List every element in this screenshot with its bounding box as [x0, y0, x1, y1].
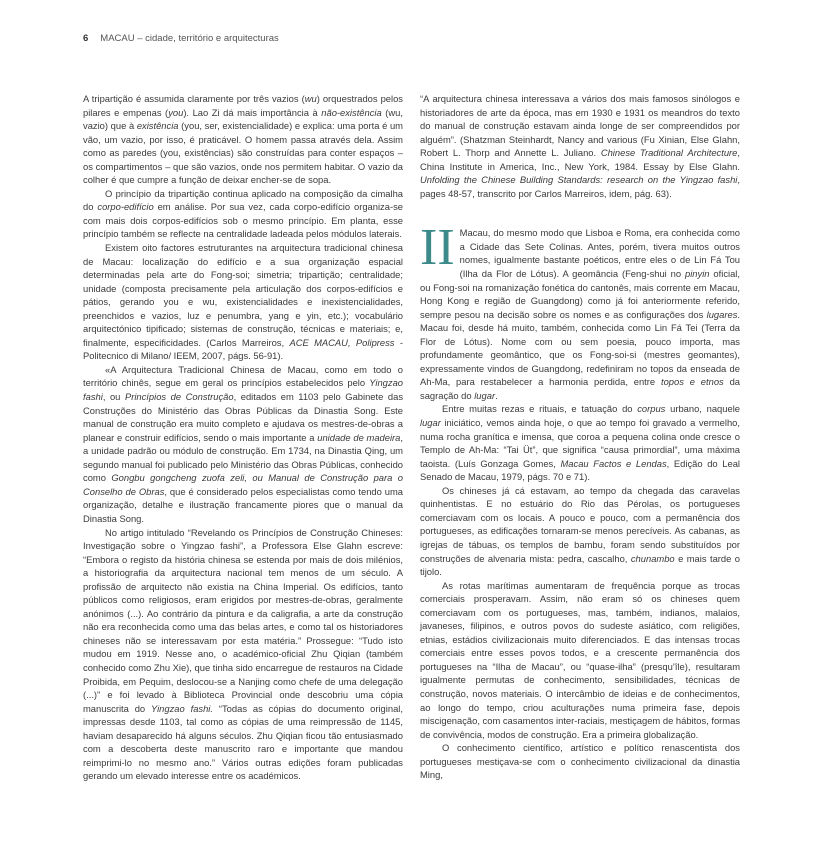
- paragraph: O princípio da tripartição continua aplicado na composição da cimalha do corpo-edifício em análise. Por sua vez, cada corpo-edifício organiza-se com mais dois corpos-edifícios sob o mesmo princípio. Em planta, esse princípio também se reflecte na centralidade ladeada pelos módulos laterais.: [83, 187, 403, 240]
- paragraph: Os chineses já cá estavam, ao tempo da chegada das caravelas quinhentistas. E no estuário do Rio das Pérolas, os portugueses comerciavam com os locais. A pouco e pouco, com a permanência dos portugueses, as edificações tornaram-se menos perecíveis. As cabanas, as igrejas de tábuas, os templos de bambu, foram sendo substituídos por construções de alvenaria mista: pedra, cascalho, chunambo e mais tarde o tijolo.: [420, 484, 740, 578]
- paragraph: O conhecimento científico, artístico e político renascentista dos portugueses mestiçava-se com o conhecimento civilizacional da dinastia Ming,: [420, 742, 740, 781]
- running-header: [83, 33, 279, 44]
- right-column: [420, 92, 740, 782]
- running-title: MACAU – cidade, território e arquitecturas: [100, 33, 279, 44]
- section-gap: [420, 200, 740, 226]
- paragraph: No artigo intitulado “Revelando os Princípios de Construção Chineses: Investigação sobre o Yingzao fashi”, a Professora Else Glahn escreve: “Embora o registo da história chinesa se estenda por mais de dois milénios, a historiografia da arquitectura nacional tem menos de um século. A profissão de arquitecto não existia na China Imperial. Os edifícios, tanto públicos como religiosos, eram erigidos por mestres-de-obras, geralmente anónimos (...). Ao contrário da pintura e da caligrafia, a arte da construção não era reconhecida como uma das belas artes, e como tal os historiadores chineses não se interessavam por esta matéria.” Prossegue: “Tudo isto mudou em 1919. Nesse ano, o académico-oficial Zhu Qiqian (também conhecido como Zhu Xie), que tinha sido encarregue de restauros na Cidade Proibida, em Pequim, deslocou-se a Nanjing como chefe de uma delegação (...)” e foi levado à Biblioteca Provincial onde descobriu uma cópia manuscrita do Yingzao fashi. “Todas as cópias do documento original, impressas desde 1103, tal como as cópias de uma reimpressão de 1145, haviam desaparecido há alguns séculos. Zhu Qiqian ficou tão entusiasmado com a descoberta deste manuscrito raro e importante que mandou reimprimi-lo no mesmo ano.” Vários outras edições foram publicadas gerando um elevado interesse entre os académicos.: [83, 526, 403, 782]
- paragraph: As rotas marítimas aumentaram de frequência porque as trocas comerciais prosperavam. Assim, não eram só os chineses quem comerciavam com os portugueses, mas, também, indianos, malaios, javaneses, filipinos, e outros povos do sudeste asiático, com religiões, etnias, estádios civilizacionais muito diferenciados. E das intensas trocas comerciais entre esses povos todos, e a crescente permanência dos portugueses na “Ilha de Macau”, ou “quase-ilha” (presqu’île), resultaram igualmente permutas de conhecimento, sensibilidades, técnicas de construção, novos materiais. O intercâmbio de ideias e de conhecimentos, ao longo do tempo, criou aculturações numa primeira fase, depois miscigenação, com casamentos inter-raciais, mestiçagem de hábitos, formas de convivência, modos de construção. Era a primeira globalização.: [420, 579, 740, 740]
- quote-paragraph: «A Arquitectura Tradicional Chinesa de Macau, como em todo o território chinês, segue em geral os princípios estabelecidos pelo Yingzao fashi, ou Princípios de Construção, editados em 1103 pelo Gabinete das Construções do Ministério das Obras Públicas da Dinastia Song. Este manual de construção era muito completo e ajudava os mestres-de-obras a planear e construir edifícios, sendo o mais importante a unidade de madeira, a unidade padrão ou módulo de construção. Em 1734, na Dinastia Qing, um segundo manual foi publicado pelo Ministério das Obras Públicas, conhecido como Gongbu gongcheng zuofa zeli, ou Manual de Construção para o Conselho de Obras, que é considerado pelos especialistas como tendo uma organização, detalhe e ilustração francamente piores que o manual da Dinastia Song.: [83, 363, 404, 524]
- paragraph: Entre muitas rezas e rituais, e tatuação do corpus urbano, naquele lugar iniciático, vemos ainda hoje, o que ao tempo foi gravado a vermelho, numa rocha granítica e imensa, que coroa a pequena colina onde cresce o Templo de Ah-Ma: “Tai Üt”, que significa “causa primordial”, uma máxima taoista. (Luís Gonzaga Gomes, Macau Factos e Lendas, Edição do Leal Senado de Macau, 1979, págs. 70 e 71).: [420, 403, 741, 483]
- paragraph: Existem oito factores estruturantes na arquitectura tradicional chinesa de Macau: localização do edifício e a sua organização espacial determinadas pela arte do Fong-soi; simetria; tripartição; centralidade; unidade (composta precisamente pela articulação dos corpos-edifícios e pátios, gerando you e wu, existencialidades e inexistencialidades, preenchidos e vazios, luz e penumbra, yang e yin, etc.); vocabulário arquitectónico tipificado; sistemas de construção, técnicas e materiais; e, finalmente, especificidades. (Carlos Marreiros, ACE MACAU, Polipress - Politecnico di Milano/ IEEM, 2007, págs. 56-91).: [83, 242, 403, 362]
- page-number: 6: [83, 33, 89, 44]
- drop-cap: II: [420, 219, 455, 277]
- paragraph: A tripartição é assumida claramente por três vazios (wu) orquestrados pelos pilares e empenas (you). Lao Zi dá mais importância à não-existência (wu, vazio) que à existência (you, ser, existencialidade) e explica: uma porta é um vão, um vazio, por isso, é praticável. O homem passa através dela. Assim como as paredes (you, existências) são construídas para conter espaços – os compartimentos – que são vazios, onde nos permitem habitar. O vazio da colher é que cumpre a função de deixar encher-se de sopa.: [83, 93, 403, 186]
- quote-paragraph: “A arquitectura chinesa interessava a vários dos mais famosos sinólogos e historiadores de arte da época, mas em 1930 e 1931 os meandros do texto do manual de construção estavam ainda longe de ser compreendidos por alguém”. (Shatzman Steinhardt, Nancy and various (Fu Xinian, Else Glahn, Robert L. Thorp and Annette L. Juliano. Chinese Traditional Architecture, China Institute in America, Inc., New York, 1984. Essay by Else Glahn. Unfolding the Chinese Building Standards: research on the Yingzao fashi, pages 48-57, transcrito por Carlos Marreiros, idem, pág. 63).: [420, 93, 740, 199]
- paragraph: II Macau, do mesmo modo que Lisboa e Roma, era conhecida como a Cidade das Sete Colinas. Antes, porém, tivera muitos outros nomes, igualmente bastante poéticos, entre eles o de Lin Fá Tou (Ilha da Flor de Lótus). A geomância (Feng-shui no pinyin oficial, ou Fong-soi na romanização fonética do cantonês, mais corrente em Macau, Hong Kong e região de Guangdong) como já foi anteriormente referido, sempre pesou na decisão sobre os nomes e as configurações dos lugares. Macau foi, desde há muito, também, conhecida como Lin Fá Tei (Terra da Flor de Lótus). Nome com ou sem poesia, pouco importa, mas profundamente geomântico, que os Fong-soi-si (mestres geomantes), expressamente vindos de Guangdong, redefiniram no topos da enseada de Ah-Ma, para restabelecer a harmonia perdida, entre topos e etnos da sagração do lugar.: [420, 219, 740, 401]
- left-column: [83, 92, 403, 783]
